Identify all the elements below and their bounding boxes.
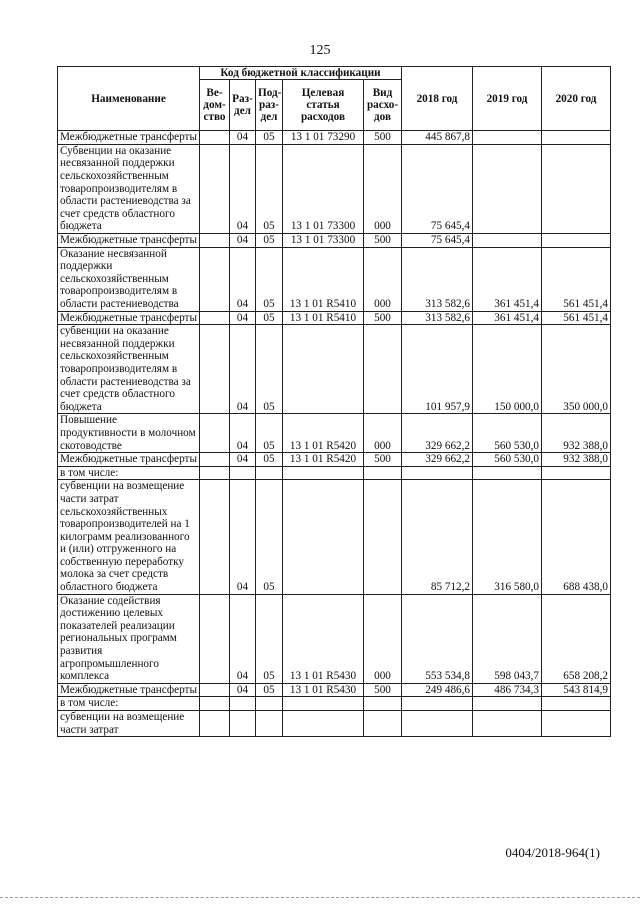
table-row bbox=[58, 234, 611, 248]
cell-2018 bbox=[402, 466, 473, 480]
cell-2019: 560 530,0 bbox=[473, 414, 542, 453]
cell-name: Повышение продуктивности в молочном скотоводстве bbox=[58, 414, 200, 453]
cell-podrazdel: 05 bbox=[256, 453, 283, 467]
cell-name: Оказание содействия достижению целевых показателей реализации региональных программ развития агропромышленного комплекса bbox=[58, 594, 200, 683]
cell-podrazdel: 05 bbox=[256, 247, 283, 311]
cell-celevaya: 13 1 01 73300 bbox=[283, 234, 364, 248]
cell-2020 bbox=[542, 144, 611, 233]
cell-name: Межбюджетные трансферты bbox=[58, 131, 200, 145]
cell-2019 bbox=[473, 697, 542, 711]
cell-2020 bbox=[542, 466, 611, 480]
cell-2018: 553 534,8 bbox=[402, 594, 473, 683]
table-row bbox=[58, 414, 611, 453]
cell-razdel bbox=[230, 697, 256, 711]
cell-razdel: 04 bbox=[230, 594, 256, 683]
cell-2019 bbox=[473, 466, 542, 480]
header-row-1 bbox=[58, 67, 611, 80]
cell-vid bbox=[364, 325, 402, 414]
cell-celevaya: 13 1 01 73290 bbox=[283, 131, 364, 145]
cell-celevaya bbox=[283, 325, 364, 414]
cell-razdel: 04 bbox=[230, 453, 256, 467]
table-body bbox=[58, 131, 611, 737]
cell-name: в том числе: bbox=[58, 697, 200, 711]
cell-razdel: 04 bbox=[230, 234, 256, 248]
cell-2020 bbox=[542, 711, 611, 737]
cell-podrazdel bbox=[256, 711, 283, 737]
cell-2019 bbox=[473, 131, 542, 145]
cell-vedomstvo bbox=[200, 480, 230, 594]
cell-name: субвенции на возмещение части затрат сельскохозяйственных товаропроизводителей на 1 килограмм реализованного и (или) отгруженного на собственную переработку молока за счет средств областного бюджета bbox=[58, 480, 200, 594]
cell-vedomstvo bbox=[200, 234, 230, 248]
cell-2018: 445 867,8 bbox=[402, 131, 473, 145]
cell-vid: 500 bbox=[364, 234, 402, 248]
cell-2018: 329 662,2 bbox=[402, 414, 473, 453]
table-row bbox=[58, 131, 611, 145]
cell-celevaya: 13 1 01 R5420 bbox=[283, 453, 364, 467]
cell-2019: 598 043,7 bbox=[473, 594, 542, 683]
cell-vedomstvo bbox=[200, 453, 230, 467]
cell-2019: 361 451,4 bbox=[473, 247, 542, 311]
cell-2019 bbox=[473, 234, 542, 248]
table-row bbox=[58, 480, 611, 594]
cell-name: Оказание несвязанной поддержки сельскохозяйственным товаропроизводителям в области растениеводства bbox=[58, 247, 200, 311]
col-header-vedomstvo: Ве-дом-ство bbox=[200, 80, 230, 131]
cell-razdel: 04 bbox=[230, 247, 256, 311]
cell-podrazdel: 05 bbox=[256, 144, 283, 233]
cell-2020: 543 814,9 bbox=[542, 683, 611, 697]
cell-vedomstvo bbox=[200, 683, 230, 697]
cell-celevaya: 13 1 01 R5420 bbox=[283, 414, 364, 453]
cell-2018: 75 645,4 bbox=[402, 234, 473, 248]
cell-vedomstvo bbox=[200, 414, 230, 453]
cell-2020: 561 451,4 bbox=[542, 247, 611, 311]
cell-vedomstvo bbox=[200, 311, 230, 325]
col-header-vid: Вид расхо-дов bbox=[364, 80, 402, 131]
cell-name: субвенции на возмещение части затрат bbox=[58, 711, 200, 737]
cell-vid: 000 bbox=[364, 144, 402, 233]
cell-2020: 932 388,0 bbox=[542, 414, 611, 453]
cell-podrazdel: 05 bbox=[256, 325, 283, 414]
cell-name: в том числе: bbox=[58, 466, 200, 480]
cell-2020: 561 451,4 bbox=[542, 311, 611, 325]
cell-2018: 101 957,9 bbox=[402, 325, 473, 414]
cell-vid: 000 bbox=[364, 594, 402, 683]
cell-name: Межбюджетные трансферты bbox=[58, 234, 200, 248]
cell-2019: 150 000,0 bbox=[473, 325, 542, 414]
cell-2018: 249 486,6 bbox=[402, 683, 473, 697]
cell-celevaya: 13 1 01 R5410 bbox=[283, 311, 364, 325]
cell-2018: 313 582,6 bbox=[402, 311, 473, 325]
cell-2019: 316 580,0 bbox=[473, 480, 542, 594]
col-header-2018: 2018 год bbox=[402, 67, 473, 131]
cell-2018: 75 645,4 bbox=[402, 144, 473, 233]
cell-podrazdel: 05 bbox=[256, 683, 283, 697]
cell-razdel: 04 bbox=[230, 414, 256, 453]
cell-2020: 688 438,0 bbox=[542, 480, 611, 594]
col-header-2019: 2019 год bbox=[473, 67, 542, 131]
cell-2018 bbox=[402, 711, 473, 737]
cell-2018 bbox=[402, 697, 473, 711]
col-header-2020: 2020 год bbox=[542, 67, 611, 131]
cell-2018: 313 582,6 bbox=[402, 247, 473, 311]
cell-2018: 329 662,2 bbox=[402, 453, 473, 467]
cell-vid bbox=[364, 480, 402, 594]
cell-vedomstvo bbox=[200, 594, 230, 683]
cell-podrazdel: 05 bbox=[256, 234, 283, 248]
cell-vedomstvo bbox=[200, 131, 230, 145]
cell-vid: 500 bbox=[364, 683, 402, 697]
cell-vid: 000 bbox=[364, 247, 402, 311]
col-header-name: Наименование bbox=[58, 67, 200, 131]
col-header-celevaya: Целевая статья расходов bbox=[283, 80, 364, 131]
cell-vid: 500 bbox=[364, 131, 402, 145]
cell-podrazdel: 05 bbox=[256, 311, 283, 325]
cell-vedomstvo bbox=[200, 247, 230, 311]
page-number: 125 bbox=[309, 43, 331, 58]
cell-vid: 500 bbox=[364, 453, 402, 467]
cell-vid bbox=[364, 466, 402, 480]
scan-edge-line bbox=[0, 897, 640, 898]
table-row bbox=[58, 144, 611, 233]
cell-2020 bbox=[542, 131, 611, 145]
table-row bbox=[58, 683, 611, 697]
cell-podrazdel bbox=[256, 697, 283, 711]
table-row bbox=[58, 311, 611, 325]
cell-2019: 361 451,4 bbox=[473, 311, 542, 325]
table-row bbox=[58, 247, 611, 311]
cell-razdel bbox=[230, 711, 256, 737]
col-header-razdel: Раз-дел bbox=[230, 80, 256, 131]
cell-vid bbox=[364, 711, 402, 737]
cell-2019: 486 734,3 bbox=[473, 683, 542, 697]
cell-vedomstvo bbox=[200, 325, 230, 414]
cell-podrazdel: 05 bbox=[256, 131, 283, 145]
cell-razdel: 04 bbox=[230, 325, 256, 414]
cell-2020 bbox=[542, 697, 611, 711]
cell-podrazdel: 05 bbox=[256, 414, 283, 453]
budget-table bbox=[57, 66, 611, 737]
cell-2020 bbox=[542, 234, 611, 248]
cell-vedomstvo bbox=[200, 697, 230, 711]
cell-celevaya bbox=[283, 466, 364, 480]
cell-celevaya: 13 1 01 73300 bbox=[283, 144, 364, 233]
cell-vedomstvo bbox=[200, 144, 230, 233]
cell-vedomstvo bbox=[200, 466, 230, 480]
cell-razdel: 04 bbox=[230, 144, 256, 233]
table-row bbox=[58, 711, 611, 737]
cell-2020: 658 208,2 bbox=[542, 594, 611, 683]
cell-vid: 000 bbox=[364, 414, 402, 453]
cell-vedomstvo bbox=[200, 711, 230, 737]
table-row bbox=[58, 594, 611, 683]
cell-2020: 350 000,0 bbox=[542, 325, 611, 414]
table-row bbox=[58, 697, 611, 711]
cell-razdel: 04 bbox=[230, 683, 256, 697]
cell-podrazdel bbox=[256, 466, 283, 480]
cell-name: Межбюджетные трансферты bbox=[58, 683, 200, 697]
cell-podrazdel: 05 bbox=[256, 594, 283, 683]
cell-celevaya bbox=[283, 711, 364, 737]
cell-celevaya: 13 1 01 R5430 bbox=[283, 683, 364, 697]
cell-celevaya: 13 1 01 R5430 bbox=[283, 594, 364, 683]
cell-razdel: 04 bbox=[230, 131, 256, 145]
cell-vid bbox=[364, 697, 402, 711]
cell-razdel: 04 bbox=[230, 480, 256, 594]
cell-2019: 560 530,0 bbox=[473, 453, 542, 467]
cell-celevaya bbox=[283, 697, 364, 711]
cell-2019 bbox=[473, 711, 542, 737]
cell-celevaya: 13 1 01 R5410 bbox=[283, 247, 364, 311]
cell-2018: 85 712,2 bbox=[402, 480, 473, 594]
table-row bbox=[58, 466, 611, 480]
cell-2020: 932 388,0 bbox=[542, 453, 611, 467]
cell-razdel: 04 bbox=[230, 311, 256, 325]
table-row bbox=[58, 453, 611, 467]
col-header-podrazdel: Под-раз-дел bbox=[256, 80, 283, 131]
cell-razdel bbox=[230, 466, 256, 480]
col-header-group: Код бюджетной классификации bbox=[200, 67, 402, 80]
document-code: 0404/2018-964(1) bbox=[505, 845, 600, 860]
cell-name: Субвенции на оказание несвязанной поддержки сельскохозяйственным товаропроизводителям в области растениеводства за счет средств областного бюджета bbox=[58, 144, 200, 233]
cell-celevaya bbox=[283, 480, 364, 594]
table-row bbox=[58, 325, 611, 414]
cell-name: Межбюджетные трансферты bbox=[58, 453, 200, 467]
cell-vid: 500 bbox=[364, 311, 402, 325]
cell-podrazdel: 05 bbox=[256, 480, 283, 594]
cell-2019 bbox=[473, 144, 542, 233]
cell-name: субвенции на оказание несвязанной поддержки сельскохозяйственным товаропроизводителям в области растениеводства за счет средств областного бюджета bbox=[58, 325, 200, 414]
cell-name: Межбюджетные трансферты bbox=[58, 311, 200, 325]
